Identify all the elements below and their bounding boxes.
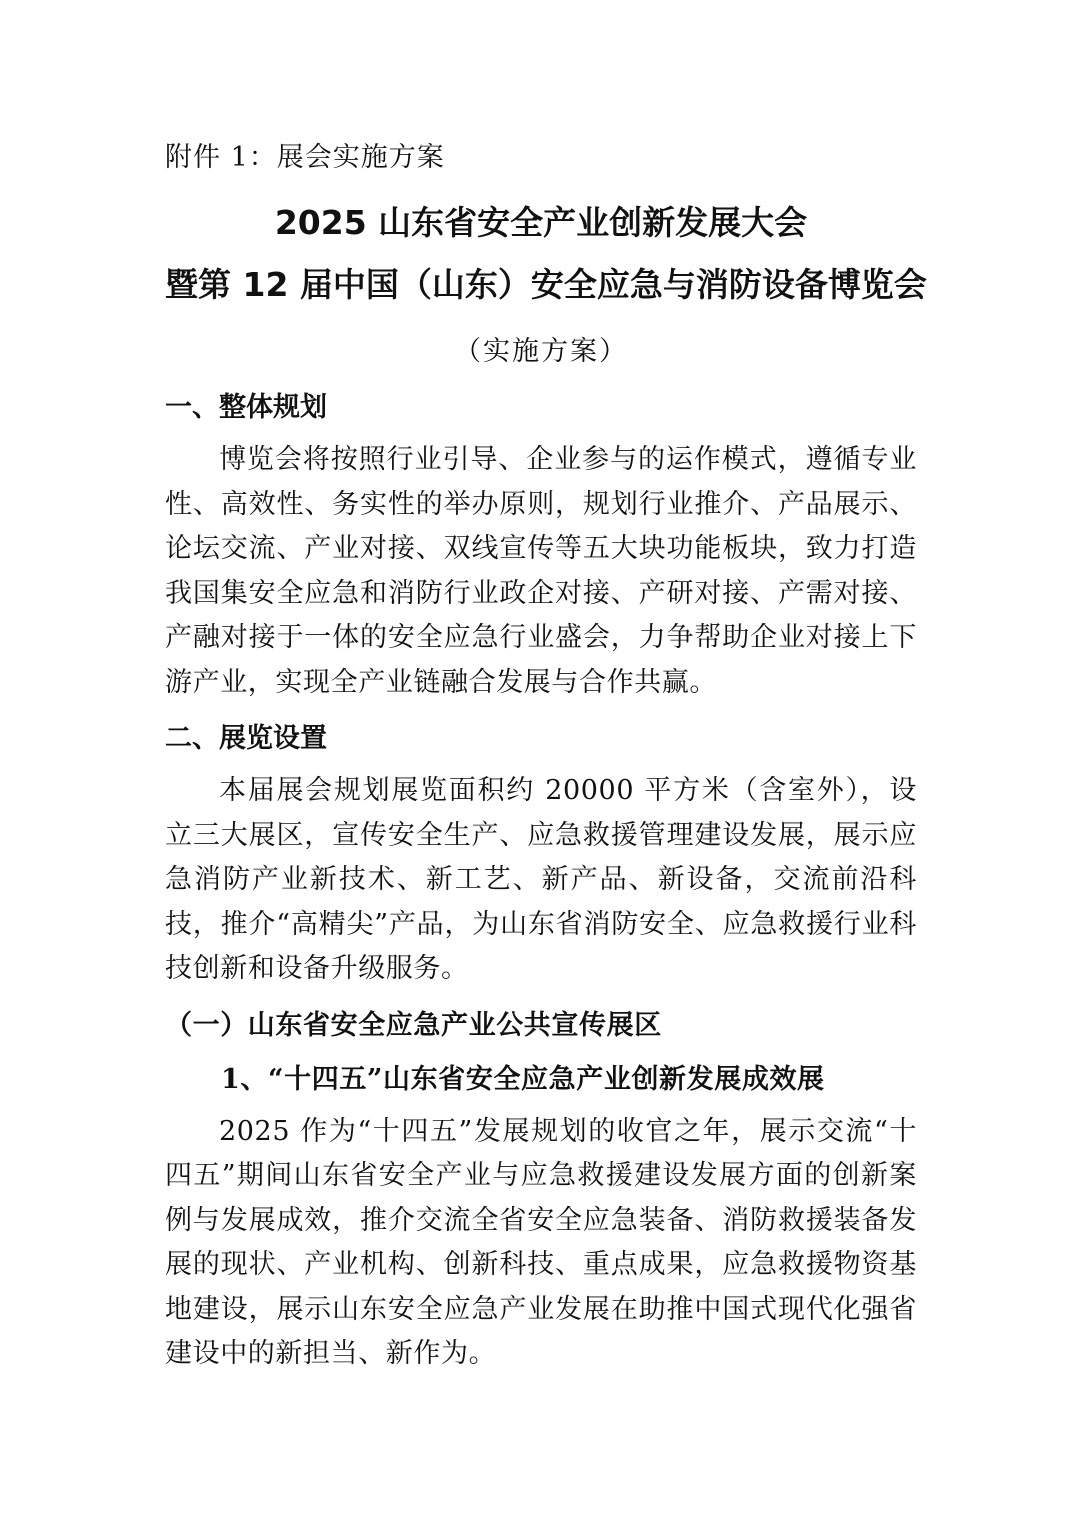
attachment-label: 附件 1：展会实施方案 (165, 142, 445, 173)
title-line-2: 暨第 12 届中国（山东）安全应急与消防设备博览会 (165, 265, 927, 304)
item-heading-achievements: 1、“十四五”山东省安全应急产业创新发展成效展 (221, 1063, 825, 1095)
section-heading-overall: 一、整体规划 (165, 392, 327, 423)
title-line-1: 2025 山东省安全产业创新发展大会 (274, 203, 808, 242)
document-body (165, 136, 927, 1377)
document-title (165, 192, 927, 316)
subsection-heading-public-zone: （一）山东省安全应急产业公共宣传展区 (165, 1009, 662, 1041)
section-paragraph-exhibition: 本届展会规划展览面积约 20000 平方米（含室外），设立三大展区，宣传安全生产、应急救援管理建设发展，展示应急消防产业新技术、新工艺、新产品、新设备，交流前沿科技，推介“高精尖”产品，为山东省消防安全、应急救援行业科技创新和设备升级服务。 (165, 775, 917, 984)
item-paragraph-achievements: 2025 作为“十四五”发展规划的收官之年，展示交流“十四五”期间山东省安全产业与应急救援建设发展方面的创新案例与发展成效，推介交流全省安全应急装备、消防救援装备发展的现状、产业机构、创新科技、重点成果，应急救援物资基地建设，展示山东安全应急产业发展在助推中国式现代化强省建设中的新担当、新作为。 (165, 1115, 917, 1369)
section-paragraph-overall: 博览会将按照行业引导、企业参与的运作模式，遵循专业性、高效性、务实性的举办原则，规划行业推介、产品展示、论坛交流、产业对接、双线宣传等五大块功能板块，致力打造我国集安全应急和消防行业政企对接、产研对接、产需对接、产融对接于一体的安全应急行业盛会，力争帮助企业对接上下游产业，实现全产业链融合发展与合作共赢。 (165, 444, 917, 698)
document-subtitle: （实施方案） (454, 336, 628, 367)
section-heading-exhibition: 二、展览设置 (165, 723, 327, 754)
